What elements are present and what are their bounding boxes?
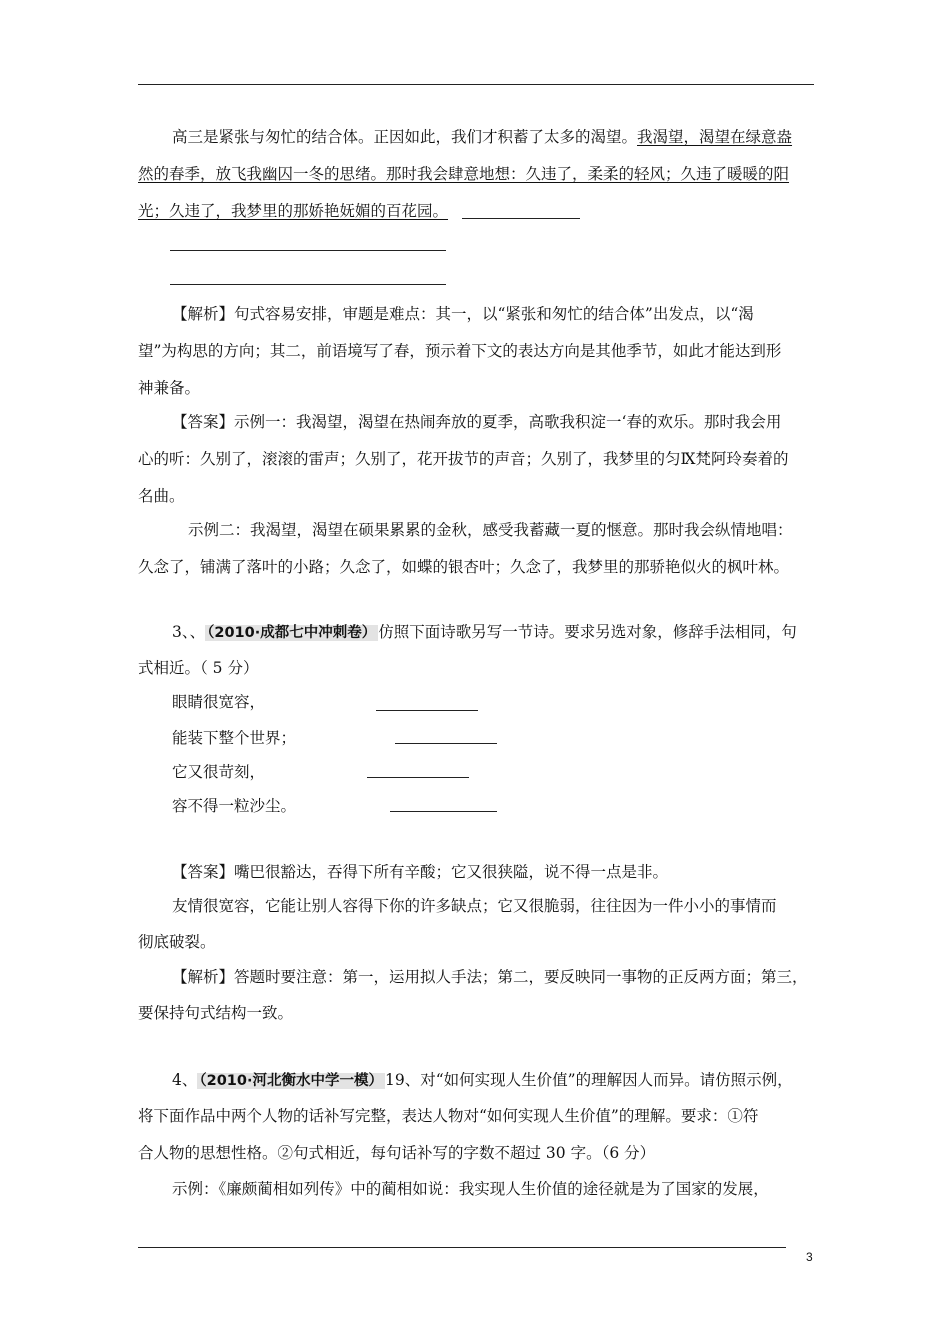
answer-line: 心的听：久别了，滚滚的雷声；久别了，花开拔节的声音；久别了，我梦里的匀Ⅸ梵阿玲奏着的 [138, 450, 789, 468]
question-3-line-2: 式相近。（ 5 分） [138, 659, 259, 677]
header-rule [138, 84, 814, 85]
passage-line-3: 光；久违了，我梦里的那娇艳妩媚的百花园。 [138, 202, 449, 220]
answer-line: 【答案】示例一：我渴望，渴望在热闹奔放的夏季，高歌我积淀一‘春的欢乐。那时我会用 [172, 413, 782, 431]
answer-line: 名曲。 [138, 487, 185, 505]
question-source-highlight: （2010·成都七中冲刺卷） [207, 625, 377, 641]
answer-line: 久念了，铺满了落叶的小路；久念了，如蝶的银杏叶；久念了，我梦里的那骄艳似火的枫叶林。 [138, 558, 790, 576]
question-source-highlight: （2010·河北衡水中学一模） [199, 1073, 383, 1089]
poem-line: 容不得一粒沙尘。 [172, 797, 297, 815]
answer-line: 彻底破裂。 [138, 933, 216, 951]
answer-line: 【答案】嘴巴很豁达，吞得下所有辛酸；它又很狭隘，说不得一点是非。 [172, 863, 669, 881]
poem-blank [376, 710, 478, 711]
passage-line-1: 高三是紧张与匆忙的结合体。正因如此，我们才积蓄了太多的渴望。我渴望，渴望在绿意盎 [172, 128, 793, 146]
poem-line: 它又很苛刻， [172, 763, 266, 781]
analysis-line: 【解析】句式容易安排，审题是难点：其一，以“紧张和匆忙的结合体”出发点，以“渴 [172, 305, 754, 323]
poem-line: 能装下整个世界； [172, 729, 297, 747]
answer-blank-line-2 [170, 284, 446, 285]
poem-blank [367, 777, 469, 778]
poem-line: 眼睛很宽容， [172, 693, 266, 711]
answer-blank [462, 218, 580, 219]
question-4-line-2: 将下面作品中两个人物的话补写完整，表达人物对“如何实现人生价值”的理解。要求：①符 [138, 1107, 759, 1125]
page-number: 3 [806, 1250, 813, 1264]
poem-blank [390, 811, 497, 812]
answer-line: 友情很宽容，它能让别人容得下你的许多缺点；它又很脆弱，往往因为一件小小的事情而 [172, 897, 777, 915]
question-4-line-1: 4、 （2010·河北衡水中学一模） 19、对“如何实现人生价值”的理解因人而异。请仿照示例， [172, 1071, 793, 1089]
analysis-line: 【解析】答题时要注意：第一，运用拟人手法；第二，要反映同一事物的正反两方面；第三， [172, 968, 808, 986]
poem-blank [395, 743, 497, 744]
analysis-line: 神兼备。 [138, 379, 201, 397]
analysis-line: 望”为构思的方向；其二，前语境写了春，预示着下文的表达方向是其他季节，如此才能达到形 [138, 342, 782, 360]
answer-line: 示例二：我渴望，渴望在硕果累累的金秋，感受我蓄藏一夏的惬意。那时我会纵情地唱： [188, 521, 793, 539]
question-3-line-1: 3、、 （2010·成都七中冲刺卷） 仿照下面诗歌另写一节诗。要求另选对象，修辞手法相同，句 [172, 623, 797, 641]
analysis-line: 要保持句式结构一致。 [138, 1004, 294, 1022]
answer-blank-line-1 [170, 250, 446, 251]
question-4-line-4: 示例：《廉颇蔺相如列传》中的蔺相如说：我实现人生价值的途径就是为了国家的发展， [172, 1180, 769, 1198]
question-4-line-3: 合人物的思想性格。②句式相近，每句话补写的字数不超过 30 字。（6 分） [138, 1144, 656, 1162]
passage-line-2: 然的春季，放飞我幽囚一冬的思绪。那时我会肆意地想：久违了，柔柔的轻风；久违了暖暖的阳 [138, 165, 790, 183]
footer-rule [138, 1247, 786, 1248]
